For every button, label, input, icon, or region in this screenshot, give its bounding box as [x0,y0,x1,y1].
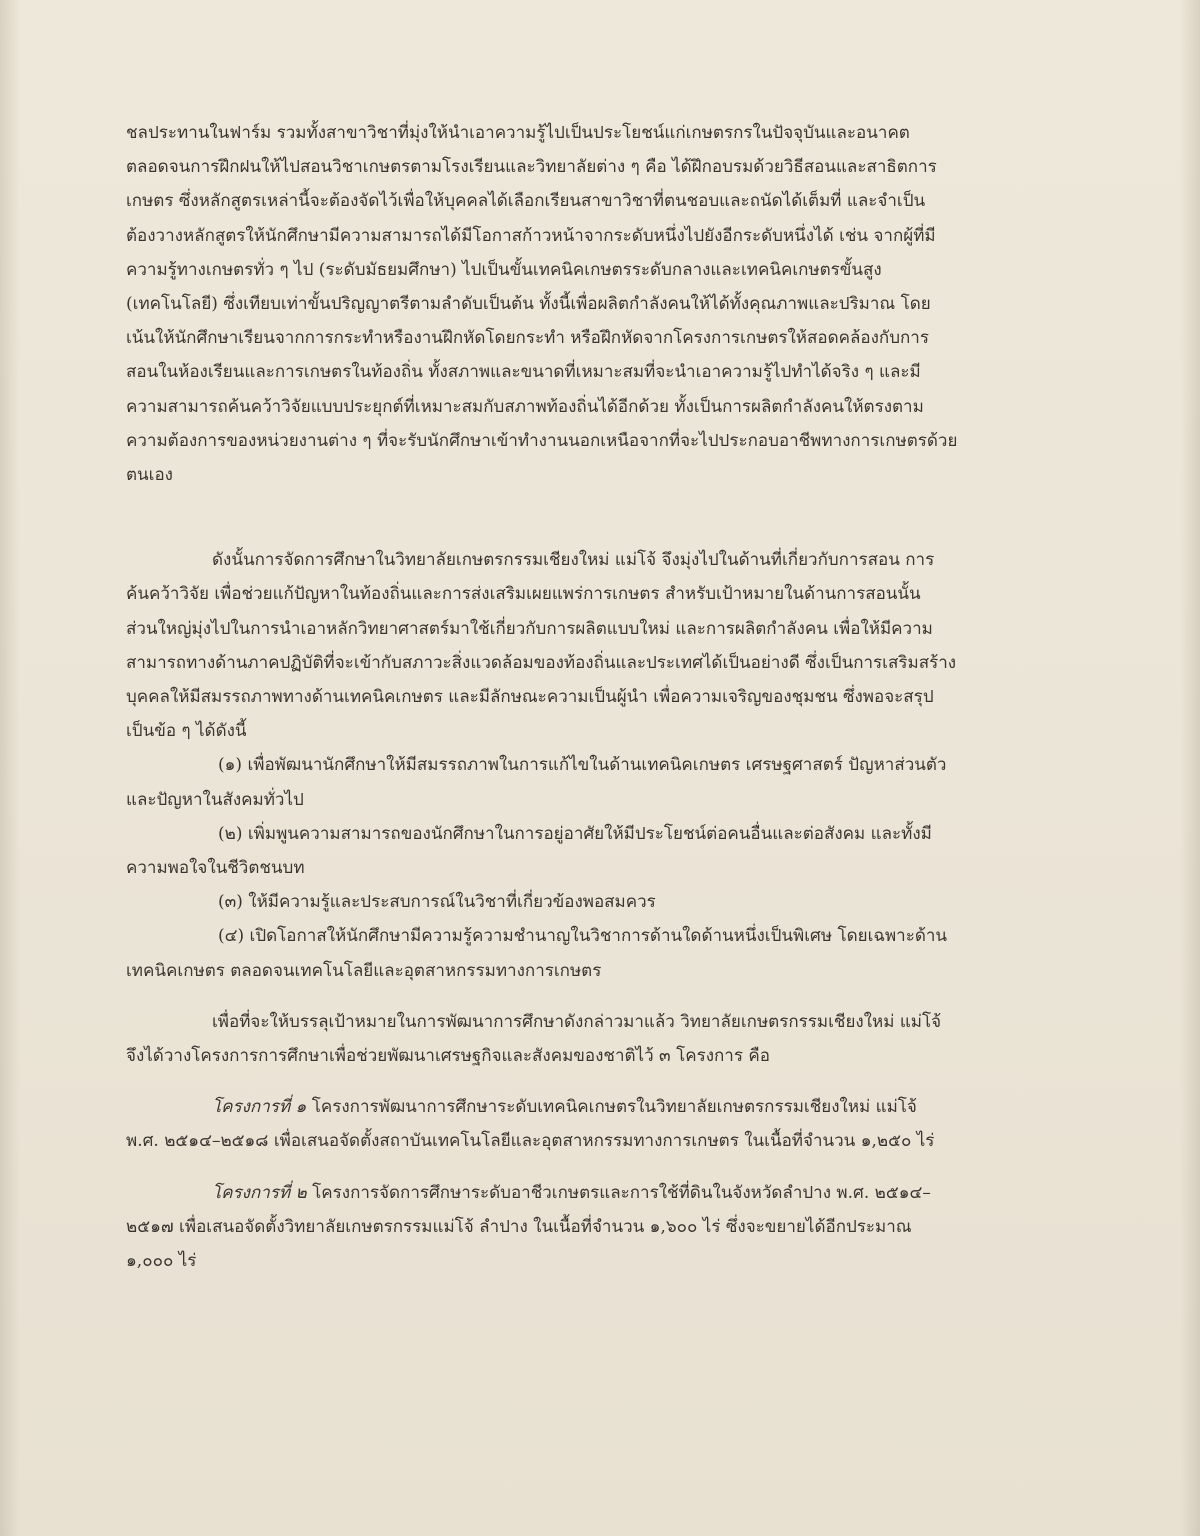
text-line: ตนเอง [126,465,173,486]
text-line: ความพอใจในชีวิตชนบท [126,858,305,879]
project-text: โครงการจัดการศึกษาระดับอาชีวเกษตรและการใช้ที่ดินในจังหวัดลำปาง พ.ศ. ๒๕๑๔– [306,1182,931,1203]
text-line: ชลประทานในฟาร์ม รวมทั้งสาขาวิชาที่มุ่งให้นำเอาความรู้ไปเป็นประโยชน์แก่เกษตรกรในปัจจุบันและอนาคต [126,123,910,143]
list-item-4 [126,919,1066,987]
text-line: ความรู้ทางเกษตรทั่ว ๆ ไป (ระดับมัธยมศึกษา) ไปเป็นขั้นเทคนิคเกษตรระดับกลางและเทคนิคเกษตรขั้นสูง [126,259,882,280]
text-line: (๓) ให้มีความรู้และประสบการณ์ในวิชาที่เกี่ยวข้องพอสมควร [218,892,656,913]
project-label: โครงการที่ ๒ [212,1182,307,1203]
text-line: ดังนั้นการจัดการศึกษาในวิทยาลัยเกษตรกรรมเชียงใหม่ แม่โจ้ จึงมุ่งไปในด้านที่เกี่ยวกับการสอน การ [212,550,935,571]
text-line: เกษตร ซึ่งหลักสูตรเหล่านี้จะต้องจัดไว้เพื่อให้บุคคลได้เลือกเรียนสาขาวิชาที่ตนชอบและถนัดได้เต็มที่ และจำเป็น [126,191,926,212]
list-item-2 [126,817,1066,885]
project-2 [126,1176,1066,1279]
text-line [126,1176,1066,1210]
list-item-1 [126,748,1066,816]
text-line: ๑,๐๐๐ ไร่ [126,1251,197,1272]
text-line: ความสามารถค้นคว้าวิจัยแบบประยุกต์ที่เหมาะสมกับสภาพท้องถิ่นได้อีกด้วย ทั้งเป็นการผลิตกำลังคนให้ตรงตาม [126,396,924,417]
text-line: และปัญหาในสังคมทั่วไป [126,789,304,810]
paragraph-curriculum-goals [126,116,1066,492]
text-line: ๒๕๑๗ เพื่อเสนอจัดตั้งวิทยาลัยเกษตรกรรมแม่โจ้ ลำปาง ในเนื้อที่จำนวน ๑,๖๐๐ ไร่ ซึ่งจะขยายได้อีกประมาณ [126,1216,912,1237]
text-line: ค้นคว้าวิจัย เพื่อช่วยแก้ปัญหาในท้องถิ่นและการส่งเสริมเผยแพร่การเกษตร สำหรับเป้าหมายในด้านการสอนนั้น [126,584,921,605]
project-label: โครงการที่ ๑ [212,1097,307,1118]
text-line: เทคนิคเกษตร ตลอดจนเทคโนโลยีและอุตสาหกรรมทางการเกษตร [126,960,602,981]
text-line: สามารถทางด้านภาคปฏิบัติที่จะเข้ากับสภาวะสิ่งแวดล้อมของท้องถิ่นและประเทศได้เป็นอย่างดี ซึ่งเป็นการเสริมสร้าง [126,652,957,673]
text-line: เพื่อที่จะให้บรรลุเป้าหมายในการพัฒนาการศึกษาดังกล่าวมาแล้ว วิทยาลัยเกษตรกรรมเชียงใหม่ แม่โจ้ [212,1011,942,1032]
text-line: ตลอดจนการฝึกฝนให้ไปสอนวิชาเกษตรตามโรงเรียนและวิทยาลัยต่าง ๆ คือ ได้ฝึกอบรมด้วยวิธีสอนและสาธิตการ [126,157,937,178]
spacer [126,492,1066,543]
text-line: (๔) เปิดโอกาสให้นักศึกษามีความรู้ความชำนาญในวิชาการด้านใดด้านหนึ่งเป็นพิเศษ โดยเฉพาะด้าน [218,926,948,947]
text-line: ต้องวางหลักสูตรให้นักศึกษามีความสามารถได้มีโอกาสก้าวหน้าจากระดับหนึ่งไปยังอีกระดับหนึ่งได้ เช่น จากผู้ที่มี [126,225,936,246]
paragraph-education-focus [126,543,1066,748]
text-line: สอนในห้องเรียนและการเกษตรในท้องถิ่น ทั้งสภาพและขนาดที่เหมาะสมที่จะนำเอาความรู้ไปทำได้จริง ๆ และมี [126,362,921,383]
text-line [126,1090,1066,1124]
text-line: เป็นข้อ ๆ ได้ดังนี้ [126,721,247,742]
spacer [126,988,1066,1005]
text-line: (๒) เพิ่มพูนความสามารถของนักศึกษาในการอยู่อาศัยให้มีประโยชน์ต่อคนอื่นและต่อสังคม และทั้งมี [218,823,932,844]
page-edge-shadow-right [1180,0,1200,1536]
page-edge-shadow-left [0,0,20,1536]
project-1 [126,1090,1066,1158]
text-line: (เทคโนโลยี) ซึ่งเทียบเท่าขั้นปริญญาตรีตามลำดับเป็นต้น ทั้งนี้เพื่อผลิตกำลังคนให้ได้ทั้งคุณภาพและปริมาณ โดย [126,294,931,315]
text-line: พ.ศ. ๒๕๑๔–๒๕๑๘ เพื่อเสนอจัดตั้งสถาบันเทคโนโลยีและอุตสาหกรรมทางการเกษตร ในเนื้อที่จำนวน ๑,๒๕๐ ไร่ [126,1131,935,1152]
text-line: จึงได้วางโครงการการศึกษาเพื่อช่วยพัฒนาเศรษฐกิจและสังคมของชาติไว้ ๓ โครงการ คือ [126,1046,770,1067]
paragraph-projects-intro [126,1005,1066,1073]
text-line: (๑) เพื่อพัฒนานักศึกษาให้มีสมรรถภาพในการแก้ไขในด้านเทคนิคเกษตร เศรษฐศาสตร์ ปัญหาส่วนตัว [218,755,947,776]
text-line: ความต้องการของหน่วยงานต่าง ๆ ที่จะรับนักศึกษาเข้าทำงานนอกเหนือจากที่จะไปประกอบอาชีพทางการเกษตรด้วย [126,430,958,451]
spacer [126,1073,1066,1090]
text-line: ส่วนใหญ่มุ่งไปในการนำเอาหลักวิทยาศาสตร์มาใช้เกี่ยวกับการผลิตแบบใหม่ และการผลิตกำลังคน เพื่อให้มีความ [126,618,933,639]
list-item-3 [126,885,1066,919]
project-text: โครงการพัฒนาการศึกษาระดับเทคนิคเกษตรในวิทยาลัยเกษตรกรรมเชียงใหม่ แม่โจ้ [306,1097,917,1118]
document-body [126,116,1066,1278]
text-line: บุคคลให้มีสมรรถภาพทางด้านเทคนิคเกษตร และมีลักษณะความเป็นผู้นำ เพื่อความเจริญของชุมชน ซึ่งพอจะสรุป [126,687,934,708]
spacer [126,1159,1066,1176]
text-line: เน้นให้นักศึกษาเรียนจากการกระทำหรืองานฝึกหัดโดยกระทำ หรือฝึกหัดจากโครงการเกษตรให้สอดคล้องกับการ [126,328,929,349]
